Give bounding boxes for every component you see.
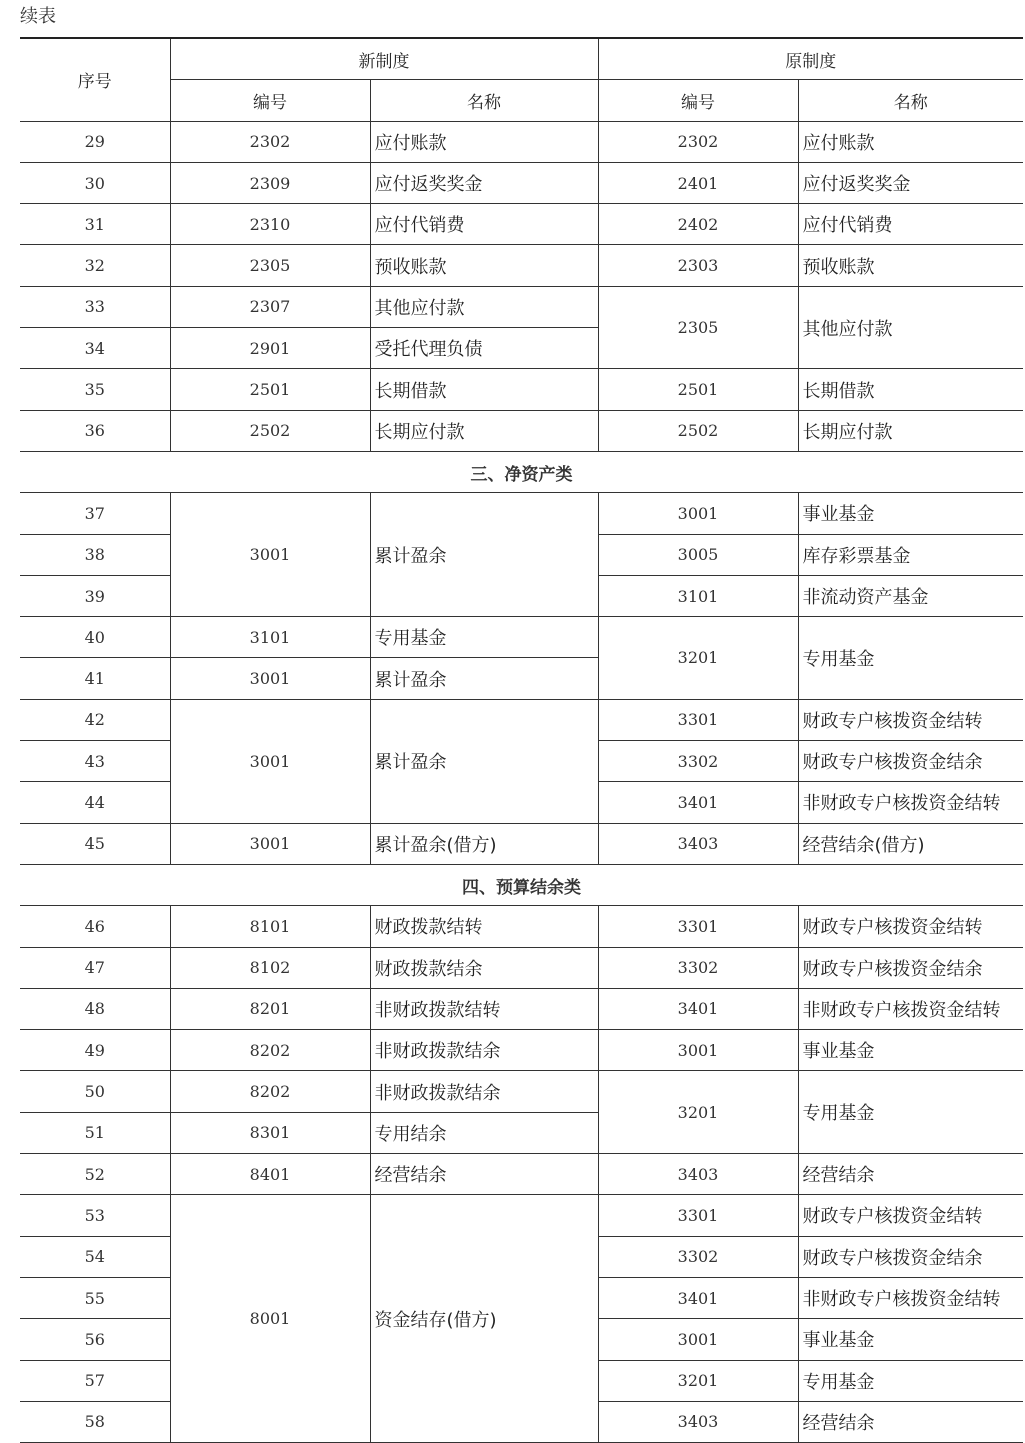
header-seq: 序号 <box>20 38 170 121</box>
old-code-cell: 2401 <box>598 162 798 203</box>
new-name-cell: 非财政拨款结余 <box>370 1071 598 1112</box>
old-code-cell: 3302 <box>598 1236 798 1277</box>
seq-cell: 38 <box>20 534 170 575</box>
seq-cell: 40 <box>20 617 170 658</box>
new-name-cell: 受托代理负债 <box>370 328 598 369</box>
new-code-cell: 3001 <box>170 658 370 699</box>
new-name-cell: 累计盈余 <box>370 658 598 699</box>
seq-cell: 57 <box>20 1360 170 1401</box>
table-row <box>20 286 1023 327</box>
old-code-cell: 2402 <box>598 204 798 245</box>
old-code-cell: 3201 <box>598 1071 798 1154</box>
old-code-cell: 3301 <box>598 699 798 740</box>
old-name-cell: 非财政专户核拨资金结转 <box>798 1277 1023 1318</box>
old-name-cell: 非财政专户核拨资金结转 <box>798 988 1023 1029</box>
old-name-cell: 库存彩票基金 <box>798 534 1023 575</box>
new-name-cell: 长期借款 <box>370 369 598 410</box>
seq-cell: 29 <box>20 121 170 162</box>
new-name-cell: 累计盈余 <box>370 493 598 617</box>
table-row <box>20 906 1023 947</box>
old-name-cell: 财政专户核拨资金结余 <box>798 947 1023 988</box>
old-name-cell: 非流动资产基金 <box>798 575 1023 616</box>
old-code-cell: 3301 <box>598 906 798 947</box>
old-name-cell: 经营结余(借方) <box>798 823 1023 864</box>
old-code-cell: 3302 <box>598 947 798 988</box>
table-row <box>20 947 1023 988</box>
seq-cell: 42 <box>20 699 170 740</box>
table-row <box>20 162 1023 203</box>
old-code-cell: 3001 <box>598 493 798 534</box>
seq-cell: 55 <box>20 1277 170 1318</box>
section-heading-net-assets: 三、净资产类 <box>20 451 1023 492</box>
old-code-cell: 3005 <box>598 534 798 575</box>
old-code-cell: 3401 <box>598 988 798 1029</box>
old-name-cell: 长期借款 <box>798 369 1023 410</box>
new-code-cell: 8101 <box>170 906 370 947</box>
table-row <box>20 410 1023 451</box>
old-code-cell: 3403 <box>598 1154 798 1195</box>
old-name-cell: 其他应付款 <box>798 286 1023 369</box>
new-name-cell: 财政拨款结余 <box>370 947 598 988</box>
header-new-system: 新制度 <box>170 38 598 80</box>
table-row <box>20 1154 1023 1195</box>
seq-cell: 58 <box>20 1401 170 1442</box>
new-code-cell: 2502 <box>170 410 370 451</box>
old-name-cell: 经营结余 <box>798 1154 1023 1195</box>
section-row <box>20 451 1023 492</box>
new-name-cell: 其他应付款 <box>370 286 598 327</box>
new-name-cell: 应付返奖奖金 <box>370 162 598 203</box>
table-row <box>20 204 1023 245</box>
seq-cell: 32 <box>20 245 170 286</box>
table-row <box>20 988 1023 1029</box>
seq-cell: 43 <box>20 741 170 782</box>
old-code-cell: 2501 <box>598 369 798 410</box>
new-code-cell: 3101 <box>170 617 370 658</box>
new-name-cell: 应付代销费 <box>370 204 598 245</box>
new-name-cell: 应付账款 <box>370 121 598 162</box>
new-code-cell: 2310 <box>170 204 370 245</box>
seq-cell: 35 <box>20 369 170 410</box>
table-caption: 续表 <box>20 6 56 27</box>
table-row <box>20 493 1023 534</box>
seq-cell: 52 <box>20 1154 170 1195</box>
old-code-cell: 3201 <box>598 617 798 700</box>
seq-cell: 49 <box>20 1030 170 1071</box>
new-code-cell: 8401 <box>170 1154 370 1195</box>
old-name-cell: 财政专户核拨资金结余 <box>798 1236 1023 1277</box>
old-code-cell: 2302 <box>598 121 798 162</box>
old-name-cell: 应付代销费 <box>798 204 1023 245</box>
new-code-cell: 2307 <box>170 286 370 327</box>
table-row <box>20 699 1023 740</box>
old-name-cell: 财政专户核拨资金结转 <box>798 1195 1023 1236</box>
table-row <box>20 823 1023 864</box>
old-name-cell: 财政专户核拨资金结转 <box>798 906 1023 947</box>
table-row <box>20 1195 1023 1236</box>
old-name-cell: 事业基金 <box>798 1030 1023 1071</box>
header-old-system: 原制度 <box>598 38 1023 80</box>
table-row <box>20 369 1023 410</box>
old-name-cell: 专用基金 <box>798 1360 1023 1401</box>
old-code-cell: 3302 <box>598 741 798 782</box>
seq-cell: 45 <box>20 823 170 864</box>
seq-cell: 44 <box>20 782 170 823</box>
header-old-name: 名称 <box>798 80 1023 121</box>
old-code-cell: 3401 <box>598 1277 798 1318</box>
table-row <box>20 1030 1023 1071</box>
new-code-cell: 3001 <box>170 493 370 617</box>
header-new-code: 编号 <box>170 80 370 121</box>
new-code-cell: 8102 <box>170 947 370 988</box>
new-name-cell: 专用基金 <box>370 617 598 658</box>
section-heading-budget-surplus: 四、预算结余类 <box>20 864 1023 905</box>
header-new-name: 名称 <box>370 80 598 121</box>
seq-cell: 50 <box>20 1071 170 1112</box>
table-row <box>20 245 1023 286</box>
new-code-cell: 2305 <box>170 245 370 286</box>
old-code-cell: 2305 <box>598 286 798 369</box>
new-name-cell: 非财政拨款结余 <box>370 1030 598 1071</box>
new-code-cell: 2302 <box>170 121 370 162</box>
old-name-cell: 应付返奖奖金 <box>798 162 1023 203</box>
new-code-cell: 3001 <box>170 823 370 864</box>
header-row-sub <box>20 80 1023 121</box>
old-name-cell: 专用基金 <box>798 617 1023 700</box>
new-name-cell: 专用结余 <box>370 1112 598 1153</box>
table-row <box>20 617 1023 658</box>
new-name-cell: 长期应付款 <box>370 410 598 451</box>
old-code-cell: 3401 <box>598 782 798 823</box>
new-name-cell: 资金结存(借方) <box>370 1195 598 1443</box>
seq-cell: 39 <box>20 575 170 616</box>
new-name-cell: 财政拨款结转 <box>370 906 598 947</box>
old-name-cell: 应付账款 <box>798 121 1023 162</box>
seq-cell: 46 <box>20 906 170 947</box>
seq-cell: 51 <box>20 1112 170 1153</box>
seq-cell: 41 <box>20 658 170 699</box>
new-code-cell: 2309 <box>170 162 370 203</box>
seq-cell: 48 <box>20 988 170 1029</box>
new-code-cell: 8201 <box>170 988 370 1029</box>
seq-cell: 53 <box>20 1195 170 1236</box>
new-code-cell: 8202 <box>170 1030 370 1071</box>
seq-cell: 33 <box>20 286 170 327</box>
seq-cell: 30 <box>20 162 170 203</box>
seq-cell: 47 <box>20 947 170 988</box>
new-name-cell: 累计盈余(借方) <box>370 823 598 864</box>
seq-cell: 54 <box>20 1236 170 1277</box>
old-code-cell: 3403 <box>598 823 798 864</box>
seq-cell: 31 <box>20 204 170 245</box>
table-row <box>20 121 1023 162</box>
seq-cell: 37 <box>20 493 170 534</box>
new-code-cell: 8301 <box>170 1112 370 1153</box>
old-name-cell: 专用基金 <box>798 1071 1023 1154</box>
new-code-cell: 2901 <box>170 328 370 369</box>
new-name-cell: 预收账款 <box>370 245 598 286</box>
old-code-cell: 2303 <box>598 245 798 286</box>
old-name-cell: 事业基金 <box>798 1319 1023 1360</box>
seq-cell: 56 <box>20 1319 170 1360</box>
old-name-cell: 非财政专户核拨资金结转 <box>798 782 1023 823</box>
old-name-cell: 事业基金 <box>798 493 1023 534</box>
new-name-cell: 非财政拨款结转 <box>370 988 598 1029</box>
old-name-cell: 预收账款 <box>798 245 1023 286</box>
old-code-cell: 3403 <box>598 1401 798 1442</box>
new-code-cell: 8202 <box>170 1071 370 1112</box>
header-row-top <box>20 38 1023 80</box>
old-code-cell: 3201 <box>598 1360 798 1401</box>
new-code-cell: 8001 <box>170 1195 370 1443</box>
old-code-cell: 3101 <box>598 575 798 616</box>
seq-cell: 36 <box>20 410 170 451</box>
old-name-cell: 财政专户核拨资金结转 <box>798 699 1023 740</box>
old-code-cell: 3001 <box>598 1319 798 1360</box>
header-old-code: 编号 <box>598 80 798 121</box>
old-name-cell: 长期应付款 <box>798 410 1023 451</box>
old-code-cell: 2502 <box>598 410 798 451</box>
new-code-cell: 2501 <box>170 369 370 410</box>
new-name-cell: 累计盈余 <box>370 699 598 823</box>
old-code-cell: 3001 <box>598 1030 798 1071</box>
new-code-cell: 3001 <box>170 699 370 823</box>
old-code-cell: 3301 <box>598 1195 798 1236</box>
section-row <box>20 864 1023 905</box>
account-mapping-table <box>20 37 1023 1443</box>
table-row <box>20 1071 1023 1112</box>
old-name-cell: 经营结余 <box>798 1401 1023 1442</box>
seq-cell: 34 <box>20 328 170 369</box>
old-name-cell: 财政专户核拨资金结余 <box>798 741 1023 782</box>
new-name-cell: 经营结余 <box>370 1154 598 1195</box>
